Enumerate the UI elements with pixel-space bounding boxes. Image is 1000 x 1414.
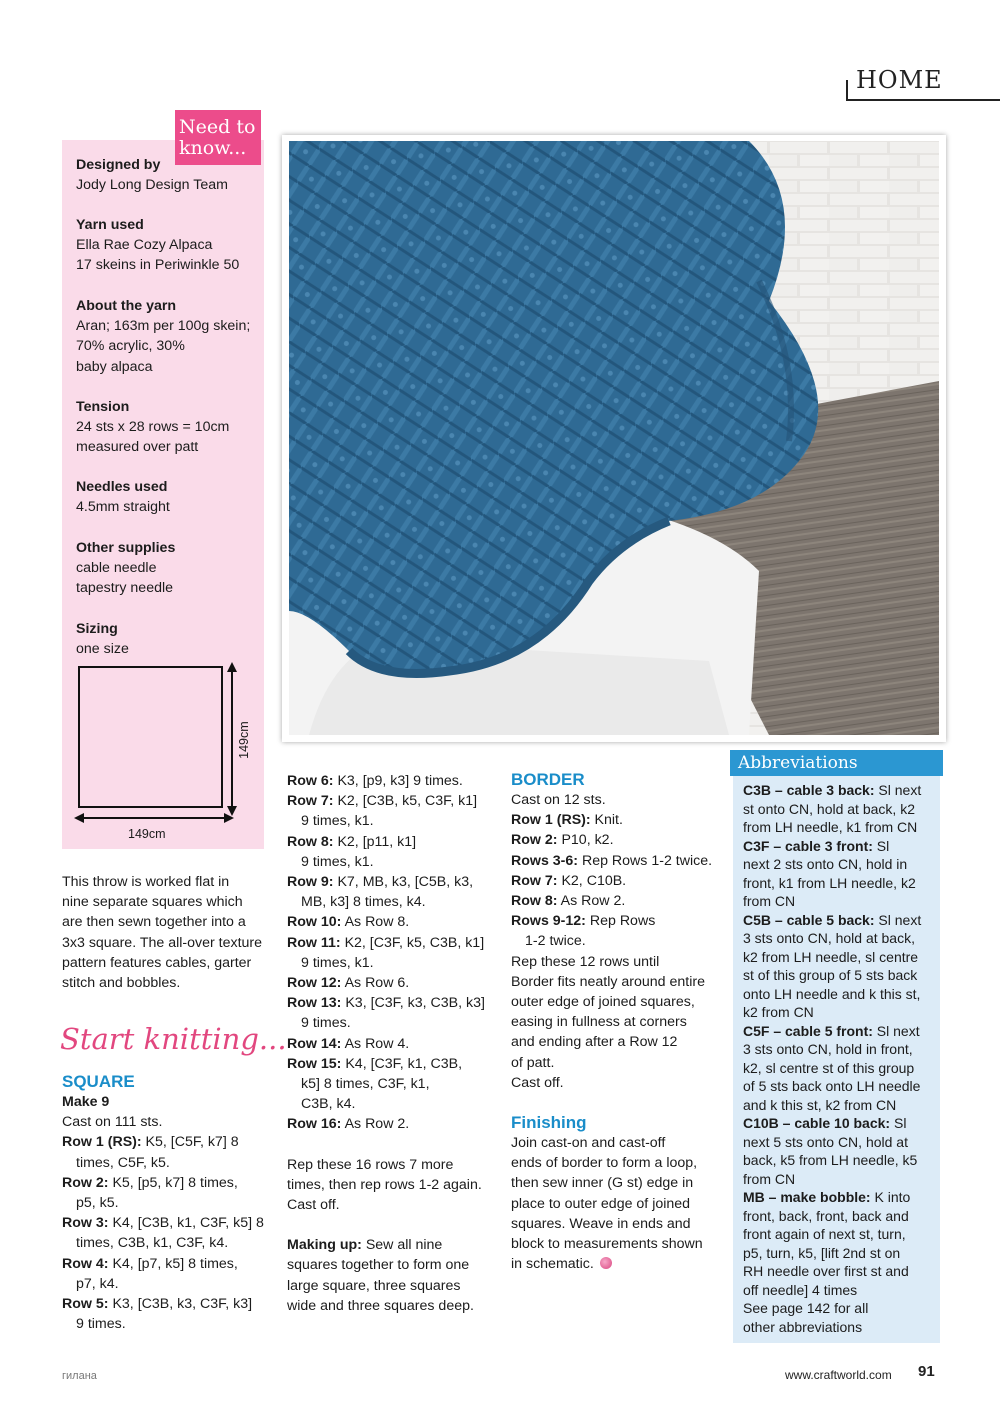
row-instruction: Row 5: K3, [C3B, k3, C3F, k3] 9 times. bbox=[62, 1296, 253, 1333]
spec-other-supplies: Other supplies cable needle tapestry needle bbox=[76, 540, 176, 597]
website-link[interactable]: www.craftworld.com bbox=[785, 1368, 892, 1382]
width-label: 149cm bbox=[128, 827, 166, 841]
square-section: SQUARE Make 9 Cast on 111 sts. Row 1 (RS): K5, [C5F, k7] 8 times, C5F, k5. Row 2: K5, [p5, k7] 8 times, p5, k5. Row 3: K4, [C3B, k1, C3F, k5] 8 times, C3B, k1, C3F, k4. Row 4: K4, [p7, k5] 8 times, p7, k4. Row 5: K3, [C3B, k3, C3F, k3] 9 times. bbox=[62, 1072, 277, 1334]
row-instruction: Row 12: As Row 6. bbox=[287, 975, 410, 992]
arrow-right-icon bbox=[224, 813, 234, 823]
row-instruction: Row 1 (RS): K5, [C5F, k7] 8 times, C5F, k5. bbox=[62, 1134, 239, 1171]
row-instruction: Row 1 (RS): Knit. bbox=[511, 812, 623, 829]
header-rule bbox=[846, 99, 1000, 101]
row-instruction: Row 4: K4, [p7, k5] 8 times, p7, k4. bbox=[62, 1255, 238, 1292]
abbreviations-list: C3B – cable 3 back: Sl next st onto CN, hold at back, k2 from LH needle, k1 from CN C3F – cable 3 front: Sl next 2 sts onto CN, hold in front, k1 from LH needle, k2 from CN C5B – cable 5 back: Sl next 3 sts onto CN, hold at back, k2 from LH needle, sl centre st of this group of 5 sts back onto LH needle and k this st, k2 from CN C5F – cable 5 front: Sl next 3 sts onto CN, hold in front, k2, sl centre st of this group of 5 sts back onto LH needle and k this st, k2 from CN C10B – cable 10 back: Sl next 5 sts onto CN, hold at back, k5 from LH needle, k5 from CN MB – make bobble: K into front, back, front, back and front again of next st, turn, p5, turn, k5, [lift 2nd st on RH needle over first st and off needle] 4 times See page 142 for all other abbreviations bbox=[743, 781, 939, 1336]
spec-sizing: Sizing one size bbox=[76, 621, 129, 658]
finishing-section: Finishing Join cast-on and cast-off ends of border to form a loop, then sew inner (G st) edge in place to outer edge of joined squares. Weave in ends and block to measurements shown in schematic. bbox=[511, 1113, 703, 1273]
row-instruction: Row 7: K2, C10B. bbox=[511, 872, 627, 889]
abbr-item: C10B – cable 10 back: Sl bbox=[743, 1115, 907, 1131]
abbr-item: C5F – cable 5 front: Sl next bbox=[743, 1022, 920, 1039]
header-divider-tick bbox=[846, 80, 848, 101]
square-rows-continued: Row 6: K3, [p9, k3] 9 times. Row 7: K2, [C3B, k5, C3F, k1] 9 times, k1. Row 8: K2, [p11, k1] 9 times, k1. Row 9: K7, MB, k3, [C5B, k3, MB, k3] 8 times, k4. Row 10: As Row 8. Row 11: K2, [C3F, k5, C3B, k1] 9 times, k1. Row 12: As Row 6. Row 13: K3, [C3F, k3, C3B, k3] 9 times. Row 14: As Row 4. Row 15: K4, [C3F, k1, C3B, k5] 8 times, C3F, k1, C3B, k4. Row 16: As Row 2. Rep these 16 rows 7 more times, then rep rows 1-2 again. Cast off. Making up: Sew all nine squares together to form one large square, three squares wide and three squares deep. bbox=[287, 771, 502, 1316]
spec-needles: Needles used 4.5mm straight bbox=[76, 479, 170, 516]
height-label: 149cm bbox=[236, 721, 251, 759]
height-dimension-line bbox=[231, 668, 233, 808]
watermark-text: гилана bbox=[62, 1370, 97, 1382]
row-instruction: Row 3: K4, [C3B, k1, C3F, k5] 8 times, C3B, k1, C3F, k4. bbox=[62, 1215, 264, 1252]
row-instruction: Row 2: P10, k2. bbox=[511, 832, 614, 849]
row-instruction: Row 16: As Row 2. bbox=[287, 1116, 410, 1133]
row-instruction: Row 13: K3, [C3F, k3, C3B, k3] 9 times. bbox=[287, 995, 485, 1032]
abbr-item: MB – make bobble: K into bbox=[743, 1189, 911, 1205]
row-instruction: Row 2: K5, [p5, k7] 8 times, p5, k5. bbox=[62, 1174, 238, 1212]
row-instruction: Row 9: K7, MB, k3, [C5B, k3, MB, k3] 8 times, k4. bbox=[287, 874, 474, 911]
start-knitting-heading: Start knitting... bbox=[60, 1022, 287, 1056]
spec-tension: Tension 24 sts x 28 rows = 10cm measured over patt bbox=[76, 399, 230, 456]
abbreviations-heading: Abbreviations bbox=[730, 750, 943, 776]
border-section: BORDER Cast on 12 sts. Row 1 (RS): Knit. Row 2: P10, k2. Rows 3-6: Rep Rows 1-2 twice. Row 7: K2, C10B. Row 8: As Row 2. Rows 9-12: Rep Rows 1-2 twice. Rep these 12 rows until Border fits neatly around entire outer edge of joined squares, easing in fullness at corners and ending after a Row 12 of patt. Cast off. bbox=[511, 770, 726, 1093]
abbr-item: C3B – cable 3 back: Sl next bbox=[743, 782, 922, 798]
row-instruction: Row 11: K2, [C3F, k5, C3B, k1] 9 times, k1. bbox=[287, 934, 485, 971]
spec-designed-by: Designed by Jody Long Design Team bbox=[76, 157, 228, 194]
row-instruction: Row 8: As Row 2. bbox=[511, 893, 626, 910]
row-instruction: Rows 9-12: Rep Rows 1-2 twice. bbox=[511, 913, 656, 950]
width-dimension-line bbox=[80, 817, 226, 819]
intro-paragraph: This throw is worked flat in nine separate squares which are then sewn together into a 3x3 square. The all-over texture pattern features cables, garter stitch and bobbles. bbox=[62, 874, 263, 992]
abbr-item: C5B – cable 5 back: Sl next bbox=[743, 911, 922, 928]
section-title: HOME bbox=[856, 66, 943, 94]
arrow-left-icon bbox=[74, 813, 84, 823]
need-to-know-tab: Need to know... bbox=[175, 110, 261, 165]
row-instruction: Row 7: K2, [C3B, k5, C3F, k1] 9 times, k1. bbox=[287, 793, 478, 830]
blanket-photo bbox=[289, 141, 939, 735]
schematic-square bbox=[78, 666, 223, 808]
page-number: 91 bbox=[918, 1363, 935, 1380]
row-instruction: Row 8: K2, [p11, k1] 9 times, k1. bbox=[287, 833, 417, 870]
abbr-item: C3F – cable 3 front: Sl bbox=[743, 837, 890, 854]
row-instruction: Rows 3-6: Rep Rows 1-2 twice. bbox=[511, 852, 713, 869]
arrow-up-icon bbox=[227, 662, 237, 672]
yarn-ball-icon bbox=[600, 1257, 612, 1269]
row-instruction: Row 15: K4, [C3F, k1, C3B, k5] 8 times, C3F, k1, C3B, k4. bbox=[287, 1055, 463, 1113]
row-instruction: Row 14: As Row 4. bbox=[287, 1035, 410, 1052]
spec-yarn-used: Yarn used Ella Rae Cozy Alpaca 17 skeins in Periwinkle 50 bbox=[76, 217, 240, 274]
row-instruction: Row 6: K3, [p9, k3] 9 times. bbox=[287, 773, 463, 789]
row-instruction: Row 10: As Row 8. bbox=[287, 914, 410, 931]
spec-about-yarn: About the yarn Aran; 163m per 100g skein; 70% acrylic, 30% baby alpaca bbox=[76, 298, 251, 375]
making-up: Making up: Sew all nine bbox=[287, 1237, 443, 1254]
